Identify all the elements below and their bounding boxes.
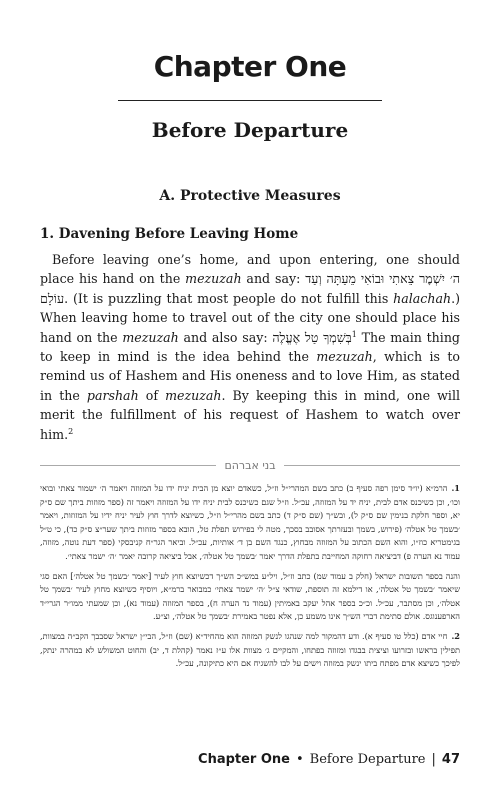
body-text-segment: Before leaving one’s home, and upon entering, one should place his hand on the	[40, 252, 460, 287]
section-heading: A. Protective Measures	[159, 188, 341, 204]
divider-rule-left	[40, 465, 216, 466]
footnote-number: 2.	[451, 630, 460, 641]
footnote-1-continued	[40, 570, 460, 624]
commentary-divider	[40, 458, 460, 472]
chapter-title: Chapter One	[153, 50, 347, 83]
chapter-title-rule	[118, 100, 382, 101]
footnote-text: הרמ״א (יו״ד סימן רפה סעיף ב) כתב בשם המהרי״ל וז״ל, כשאדם יוצא מן הבית יניח ידו על המזוזה ויאמר ה׳ ישמור צאתי ובואי וכו׳, וכן כשיכנס אדם לבית, יניח יד על המזוזה, עכ״ל. וז״ל שגם כשיכנס לבית יניח ידו על המזוזה ויאמר זה (ספר מזוזות ביתך שם ס״ק יא, וספר חלקת בנימין שם ס״ק ל), ובש״ך (שם ס״ק ד) כתב בשם מהרי״ל וז״ל, כשיוצא לדרך חוץ לעיר יניח ידיו על המזוזות, ויאמר ׳בשמך טל אטלה׳ (פירוש, בשמך ובעזרתך אסובב בסכך, מטה לי בפירוש תפלת טל, הובא בספר מזוזות ביתך שער״צ ס״ק כד), כי ט״ל בגימטריא כוז״ו, והוא השם הכתוב על המזוזה מבחוץ, כנגד השם בן ד׳ אותיות, עכ״ל. וביאר הגר״ח קניבסקי (ספר דעת נוטה, מזוזה, עמוד נא הערה פ) דביציאה רחוקה המחייבת בתפלת הדרך יאמר ׳בשמך טל אטלה׳, אבל ביציאה קרובה יאמר ׳ה׳ ישמר צאתי׳.	[40, 483, 460, 561]
body-text-segment: and say:	[241, 271, 306, 287]
footnote-ref-1[interactable]: 1	[351, 329, 357, 339]
footnote-text: חיי אדם (כלל טו סעיף א). ודע דהמקור למה שנהגו לנשק המזוזה הוא מהחיד״א (שם) וז״ל, הבי״ן ישראל שסבבך הקב״ה במצוות, תפילין בראשו ובזרועו וציצית בבגדו ומזוזה בפתחו, והמקיים ג׳ מצוות אלו ע״ז נאמר (קהלת ד, יב) והחוט המשולש לא במהרה ינתק, לפיכך כשיצא אדם מפתח ביתו ינשק במזוזה וישים על לבו להשגיח אם היא כתיקונה, עכ״ל.	[40, 630, 460, 669]
body-text-segment: The main thing to keep in mind is the idea behind the	[40, 329, 460, 365]
footer-bullet: •	[296, 752, 304, 767]
footer-section: Before Departure	[309, 752, 426, 767]
hebrew-verse-1: ה׳ יִשְׁמׇר צֵאתִי וּבוֹאִי מֵעַתָּה וְעַד עוֹלָם	[40, 271, 460, 306]
term-halachah: halachah	[393, 290, 452, 306]
chapter-subtitle: Before Departure	[151, 118, 349, 142]
term-parshah: parshah	[86, 387, 139, 403]
footnote-text: והנה בספר תשובות ישראל (חלק ב עמוד שמ) כתב וז״ל, ויל״ע במש״כ הש״ך דכשיוצא חוץ לעיר [יאמר ׳בשמך טל אטלה׳] האם סגי שיאמר ׳בשמך טל אטלה׳, או דילמא זה תוספת, שודאי צ״ל ׳ה׳ ישמר צאתי׳ כמבואר ברמ״א, ויוסיף כשיוצא מחוץ לעיר ׳בשמך טל אטלה׳, וכן מסתבר, עכ״ל. וכ״כ בספר אהל יעקב באמיתין (עמוד נד הערה ח), בספר המזוזה (עמוד נא), וכן שמעתי ממו״ר הגרי״ד הארפענוגס. אולם סתימת דברי הש״ך אינו משמע כן, אלא נפטר באמירת ׳בשמך טל אטלה׳, וצ״ע.	[40, 570, 460, 622]
commentary-title: בני אברהם	[224, 458, 276, 472]
subsection-heading: 1. Davening Before Leaving Home	[40, 226, 299, 242]
hebrew-footnotes	[40, 482, 460, 677]
body-text-segment: of	[138, 387, 166, 403]
page-footer	[198, 752, 460, 767]
hebrew-verse-2: בְּשִׁמְךָ טַל אֶעֱלֶה	[272, 329, 352, 345]
page-number: 47	[441, 752, 460, 767]
body-paragraph	[40, 250, 460, 444]
body-text-segment: . By keeping this in mind, one will merit the fulfillment of his request of Hashem to watch over him.	[40, 387, 461, 442]
footer-chapter: Chapter One	[198, 752, 290, 767]
term-mezuzah: mezuzah	[122, 329, 179, 345]
term-mezuzah: mezuzah	[185, 271, 242, 287]
body-text-segment: , which is to remind us of Hashem and His oneness and to love Him, as stated in the	[40, 349, 460, 403]
term-mezuzah: mezuzah	[316, 349, 373, 365]
footnote-2	[40, 630, 460, 671]
body-text-segment: . (It is puzzling that most people do not fulfill this	[64, 290, 394, 306]
footnote-1	[40, 482, 460, 564]
footnote-number: 1.	[451, 483, 460, 493]
footnote-ref-2[interactable]: 2	[68, 426, 74, 436]
term-mezuzah: mezuzah	[165, 387, 222, 403]
body-text-segment: and also say:	[178, 329, 273, 345]
footer-separator: |	[431, 752, 436, 767]
body-text-segment: .) When leaving home to travel out of the city one should place his hand on the	[40, 290, 460, 345]
divider-rule-right	[284, 465, 460, 466]
